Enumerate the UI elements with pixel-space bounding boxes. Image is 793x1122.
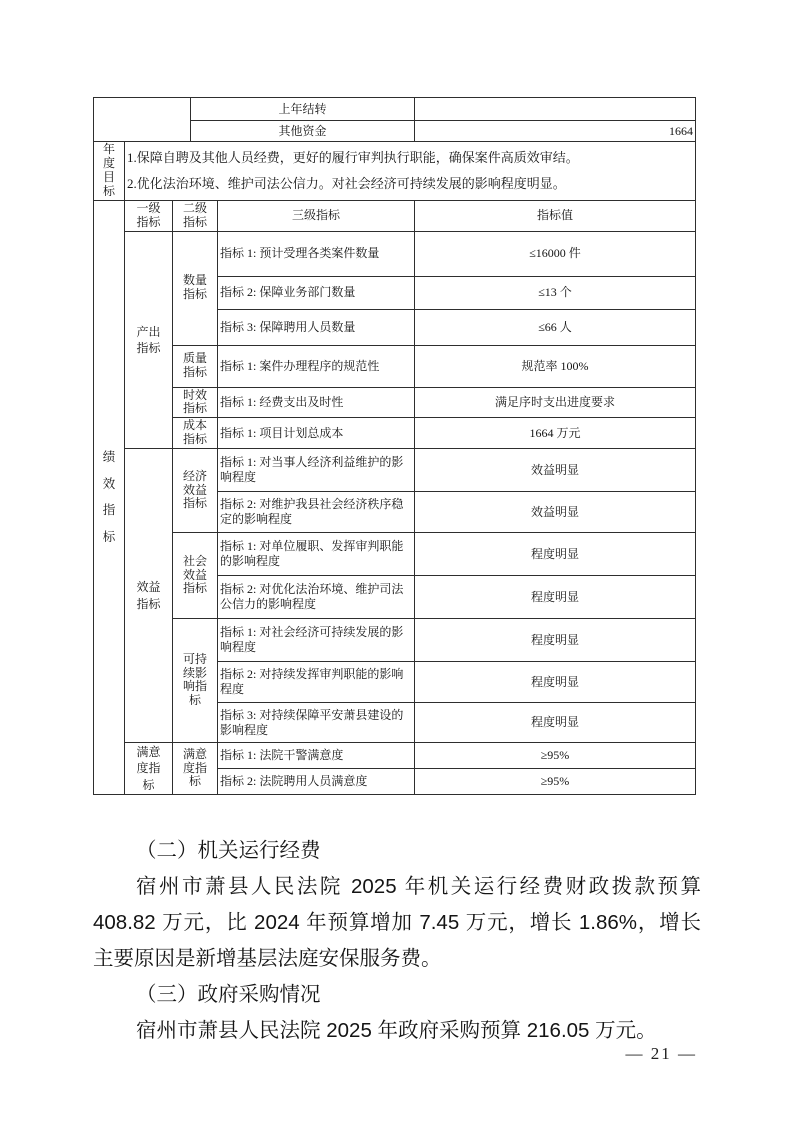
indicator-value: 程度明显 bbox=[415, 619, 696, 662]
annual-goal-table bbox=[93, 141, 696, 201]
annual-goal-line: 2.优化法治环境、维护司法公信力。对社会经济可持续发展的影响程度明显。 bbox=[127, 175, 566, 191]
indicator-value: 1664 万元 bbox=[415, 418, 696, 449]
table-row bbox=[94, 387, 696, 418]
carryover-row-value: 1664 bbox=[415, 121, 696, 142]
carryover-table bbox=[93, 97, 696, 142]
indicator-name: 指标 1: 预计受理各类案件数量 bbox=[218, 231, 415, 276]
indicator-name: 指标 1: 法院干警满意度 bbox=[218, 743, 415, 769]
col-header-value: 指标值 bbox=[415, 200, 696, 231]
table-row bbox=[94, 231, 696, 276]
indicator-name: 指标 2: 对维护我县社会经济秩序稳定的影响程度 bbox=[218, 492, 415, 533]
carryover-row-label: 上年结转 bbox=[191, 98, 415, 121]
section-heading: （二）机关运行经费 bbox=[136, 839, 321, 863]
indicator-name: 指标 1: 项目计划总成本 bbox=[218, 418, 415, 449]
annual-goal-label bbox=[94, 142, 125, 201]
table-row bbox=[94, 142, 696, 201]
level2-satisfaction: 满意度指标 bbox=[173, 743, 218, 795]
indicator-value: 规范率 100% bbox=[415, 345, 696, 387]
table-row bbox=[94, 345, 696, 387]
carryover-row-value bbox=[415, 98, 696, 121]
indicator-value: ≤66 人 bbox=[415, 309, 696, 345]
carryover-row-label: 其他资金 bbox=[191, 121, 415, 142]
performance-indicator-table bbox=[93, 200, 696, 795]
level1-satisfaction: 满意度指标 bbox=[125, 743, 173, 795]
level2-cost: 成本指标 bbox=[173, 418, 218, 449]
indicator-name: 指标 1: 对当事人经济利益维护的影响程度 bbox=[218, 449, 415, 492]
page-number: — 21 — bbox=[625, 1044, 697, 1063]
empty-cell bbox=[94, 98, 191, 142]
indicator-value: 效益明显 bbox=[415, 492, 696, 533]
indicator-value: ≤16000 件 bbox=[415, 231, 696, 276]
level2-economic: 经济效益指标 bbox=[173, 449, 218, 533]
level1-benefit: 效益指标 bbox=[125, 449, 173, 743]
perf-side-label-text: 绩效指标 bbox=[102, 449, 116, 545]
perf-side-label bbox=[94, 200, 125, 794]
indicator-name: 指标 2: 法院聘用人员满意度 bbox=[218, 769, 415, 795]
page-content bbox=[93, 97, 701, 1049]
indicator-value: 程度明显 bbox=[415, 533, 696, 576]
body-text bbox=[93, 833, 701, 1049]
indicator-value: 程度明显 bbox=[415, 576, 696, 619]
indicator-value: ≥95% bbox=[415, 769, 696, 795]
indicator-name: 指标 2: 保障业务部门数量 bbox=[218, 276, 415, 309]
table-row bbox=[94, 619, 696, 662]
table-row bbox=[94, 418, 696, 449]
indicator-value: 程度明显 bbox=[415, 703, 696, 743]
indicator-value: 满足序时支出进度要求 bbox=[415, 387, 696, 418]
col-header-level1: 一级指标 bbox=[125, 200, 173, 231]
level2-quality: 质量指标 bbox=[173, 345, 218, 387]
level2-quantity: 数量指标 bbox=[173, 231, 218, 345]
annual-goal-line: 1.保障自聘及其他人员经费，更好的履行审判执行职能，确保案件高质效审结。 bbox=[127, 149, 579, 165]
col-header-level3: 三级指标 bbox=[218, 200, 415, 231]
col-header-level2: 二级指标 bbox=[173, 200, 218, 231]
indicator-value: 效益明显 bbox=[415, 449, 696, 492]
indicator-value: ≥95% bbox=[415, 743, 696, 769]
table-header-row bbox=[94, 200, 696, 231]
indicator-name: 指标 3: 对持续保障平安萧县建设的影响程度 bbox=[218, 703, 415, 743]
section-paragraph: 宿州市萧县人民法院 2025 年政府采购预算 216.05 万元。 bbox=[136, 1019, 657, 1043]
level1-output: 产出指标 bbox=[125, 231, 173, 448]
indicator-name: 指标 2: 对优化法治环境、维护司法公信力的影响程度 bbox=[218, 576, 415, 619]
annual-goal-label-text: 年度目标 bbox=[103, 142, 116, 198]
indicator-value: ≤13 个 bbox=[415, 276, 696, 309]
indicator-name: 指标 1: 案件办理程序的规范性 bbox=[218, 345, 415, 387]
level2-social: 社会效益指标 bbox=[173, 533, 218, 619]
section-paragraph: 宿州市萧县人民法院 2025 年机关运行经费财政拨款预算 408.82 万元，比 2024 年预算增加 7.45 万元，增长 1.86%，增长主要原因是新增基层法庭安保服务费。 bbox=[93, 875, 701, 971]
indicator-value: 程度明显 bbox=[415, 662, 696, 703]
level2-timeliness: 时效指标 bbox=[173, 387, 218, 418]
section-heading: （三）政府采购情况 bbox=[136, 983, 321, 1007]
indicator-name: 指标 1: 对社会经济可持续发展的影响程度 bbox=[218, 619, 415, 662]
indicator-name: 指标 1: 经费支出及时性 bbox=[218, 387, 415, 418]
indicator-name: 指标 1: 对单位履职、发挥审判职能的影响程度 bbox=[218, 533, 415, 576]
table-row bbox=[94, 533, 696, 576]
table-row bbox=[94, 98, 696, 121]
annual-goal-content bbox=[125, 142, 696, 201]
indicator-name: 指标 2: 对持续发挥审判职能的影响程度 bbox=[218, 662, 415, 703]
table-row bbox=[94, 449, 696, 492]
indicator-name: 指标 3: 保障聘用人员数量 bbox=[218, 309, 415, 345]
level2-sustainable: 可持续影响指标 bbox=[173, 619, 218, 743]
table-row bbox=[94, 743, 696, 769]
